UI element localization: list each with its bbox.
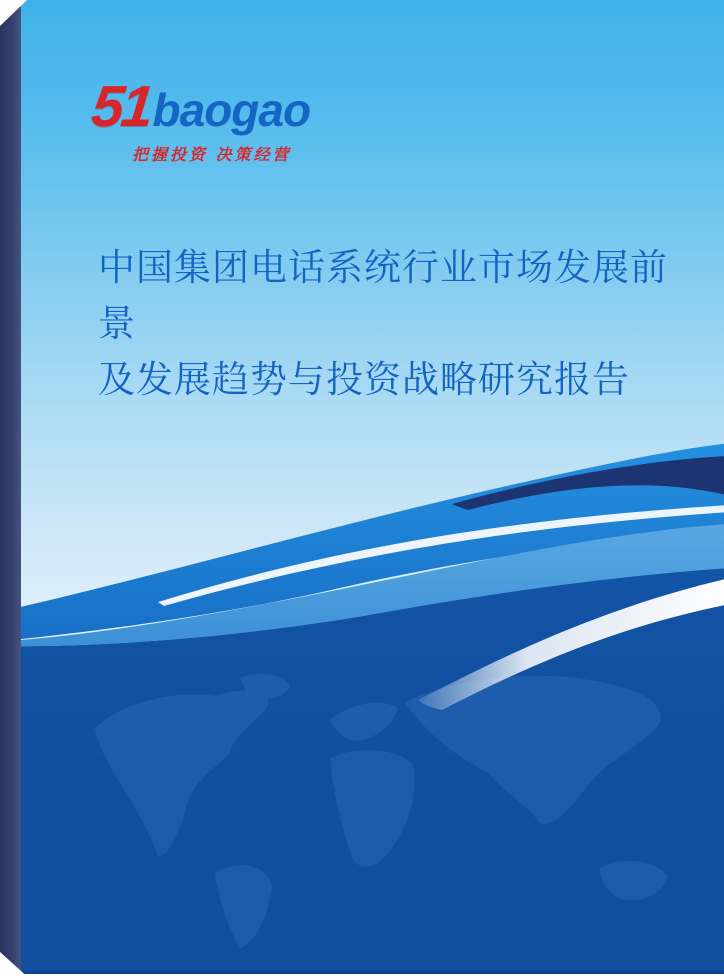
book-spine-edge (0, 0, 21, 980)
logo-wordmark-row (88, 74, 311, 139)
logo-tagline: 把握投资 决策经营 (132, 147, 292, 164)
wave-graphic (0, 428, 724, 980)
report-title-line-1: 中国集团电话系统行业市场发展前景 (98, 247, 668, 344)
report-title (98, 240, 683, 408)
report-title-line-2: 及发展趋势与投资战略研究报告 (98, 359, 630, 400)
logo-51-mark: 51 (88, 74, 154, 139)
logo-wordmark: baogao (152, 84, 311, 136)
bottom-white-strip (0, 974, 724, 980)
logo (88, 74, 311, 165)
